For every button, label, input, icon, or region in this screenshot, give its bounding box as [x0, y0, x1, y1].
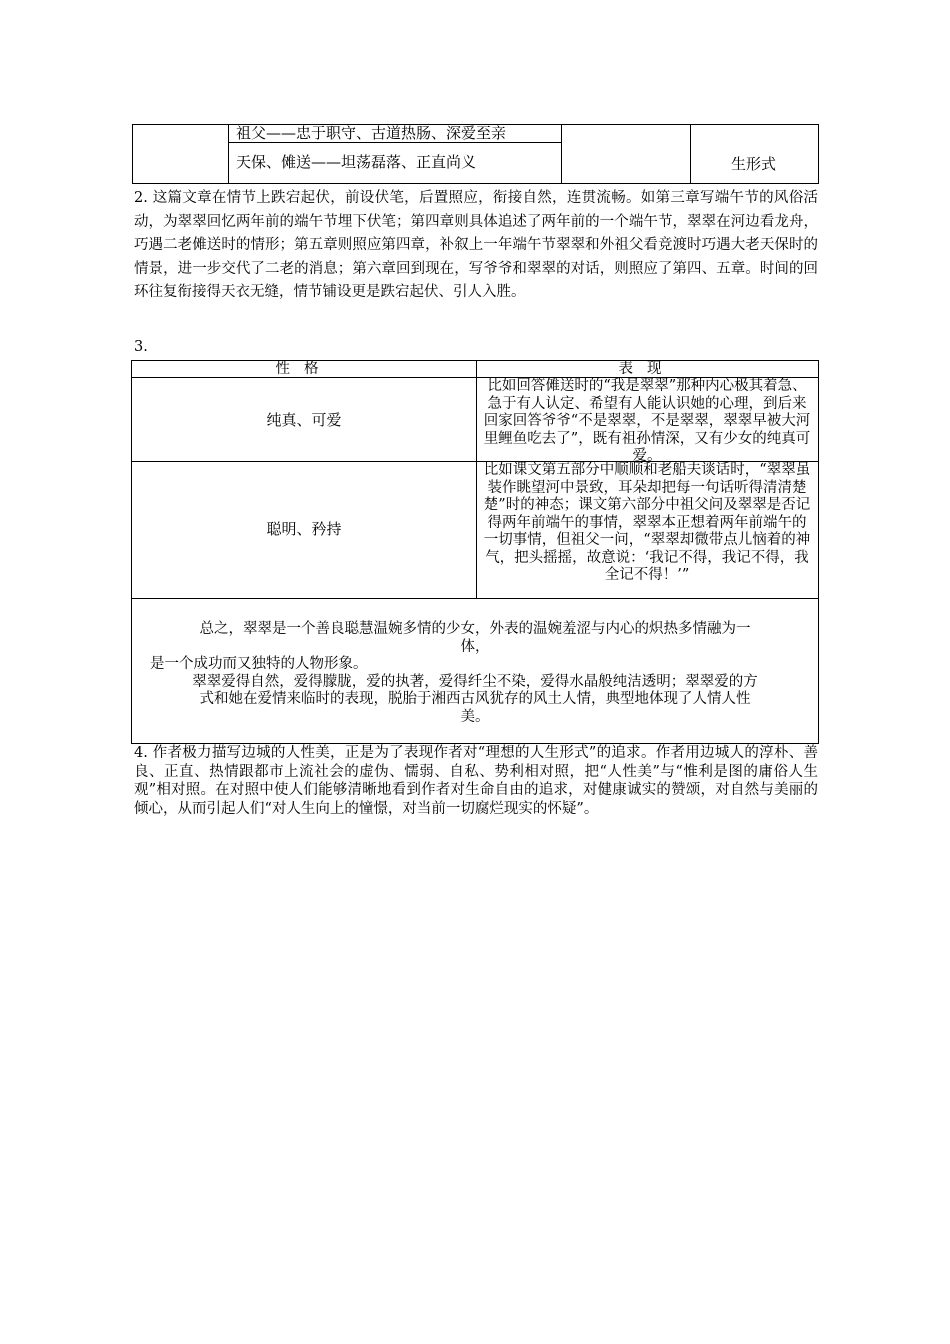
header-expression: 表现 — [618, 361, 676, 377]
summary-line: 式和她在爱情来临时的表现，脱胎于湘西古风犹存的风土人情，典型地体现了人情人性 — [199, 691, 751, 707]
table-divider — [132, 598, 818, 599]
trait-cell: 聪明、矜持 — [266, 520, 342, 538]
summary-line: 体， — [460, 638, 490, 655]
table-cell: 天保、傩送——坦荡磊落、正直尚义 — [236, 153, 477, 171]
table-divider — [561, 125, 562, 183]
summary-line: 是一个成功而又独特的人物形象。 — [150, 656, 368, 672]
expression-cell: 比如课文第五部分中顺顺和老船夫谈话时，“翠翠虽装作眺望河中景致，耳朵却把每一句话听得清清楚楚”时的神态；课文第六部分中祖父问及翠翠是否记得两年前端午的事情，翠翠本正想着两年前端午的一切事情，但祖父一问，“翠翠却微带点儿恼着的神气，把头摇摇，故意说：‘我记不得，我记不得，我全记不得！’” — [483, 462, 811, 583]
table-cell: 祖父——忠于职守、古道热肠、深爱至亲 — [236, 124, 507, 142]
summary-line: 美。 — [460, 708, 490, 725]
table-cell: 生形式 — [731, 155, 777, 173]
header-trait: 性格 — [275, 361, 333, 377]
table-divider — [228, 142, 561, 143]
section-4-paragraph: 4. 作者极力描写边城的人性美，正是为了表现作者对“理想的人生形式”的追求。作者用边城人的淳朴、善良、正直、热情跟都市上流社会的虚伪、懦弱、自私、势利相对照，把“人性美”与“惟利是图的庸俗人生观”相对照。在对照中使人们能够清晰地看到作者对生命自由的追求，对健康诚实的赞颂，对自然与美丽的倾心，从而引起人们“对人生向上的憧憬，对当前一切腐烂现实的怀疑”。 — [134, 745, 818, 817]
section-3-number: 3. — [134, 339, 148, 355]
summary-line: 总之，翠翠是一个善良聪慧温婉多情的少女，外表的温婉羞涩与内心的炽热多情融为一 — [199, 621, 751, 637]
table-divider — [690, 125, 691, 183]
table-divider — [476, 361, 477, 598]
section-2-paragraph: 2. 这篇文章在情节上跌宕起伏，前设伏笔，后置照应，衔接自然，连贯流畅。如第三章写端午节的风俗活动，为翠翠回忆两年前的端午节埋下伏笔；第四章则具体追述了两年前的一个端午节，翠翠在河边看龙舟，巧遇二老傩送时的情形；第五章则照应第四章，补叙上一年端午节翠翠和外祖父看竞渡时巧遇大老天保时的情景，进一步交代了二老的消息；第六章回到现在，写爷爷和翠翠的对话，则照应了第四、五章。时间的回环往复衔接得天衣无缝，情节铺设更是跌宕起伏、引人入胜。 — [134, 190, 818, 300]
table-divider — [228, 125, 229, 183]
trait-cell: 纯真、可爱 — [266, 411, 342, 429]
trait-table — [131, 360, 819, 744]
character-table-fragment — [132, 124, 819, 184]
expression-cell: 比如回答傩送时的“我是翠翠”那种内心极其着急、急于有人认定、希望有人能认识她的心理，到后来回家回答爷爷“不是翠翠，不是翠翠，翠翠早被大河里鲤鱼吃去了”，既有祖孙情深，又有少女的纯真可爱。 — [483, 378, 811, 464]
summary-line: 翠翠爱得自然，爱得朦胧，爱的执著，爱得纤尘不染，爱得水晶般纯洁透明；翠翠爱的方 — [192, 673, 758, 690]
summary-cell — [140, 621, 810, 726]
